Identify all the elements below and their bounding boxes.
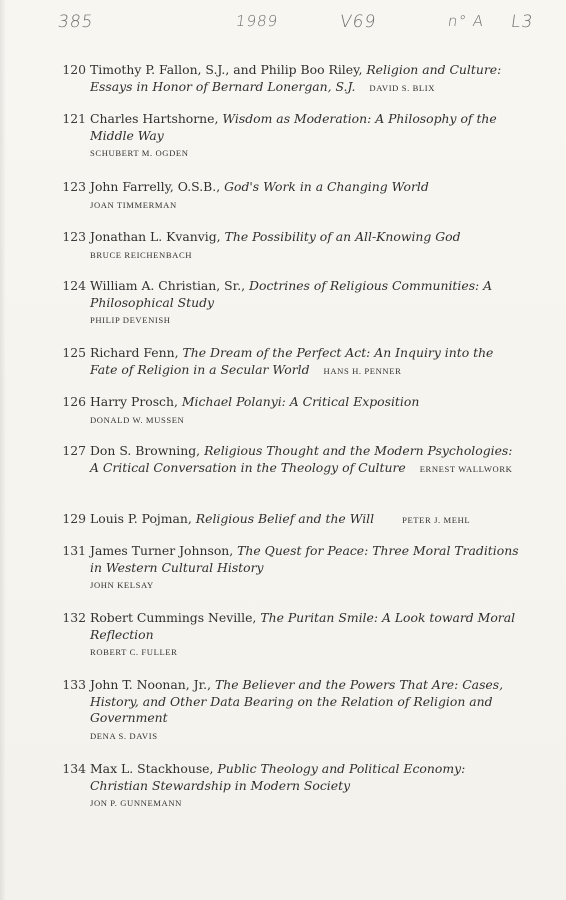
entry-text (90, 761, 524, 812)
entry-text (90, 677, 524, 744)
entry-reviewer: BRUCE REICHENBACH (90, 249, 193, 260)
entry-author: Max L. Stackhouse, (90, 761, 214, 776)
entry-author: Harry Prosch, (90, 394, 178, 409)
page-edge-shadow (0, 0, 6, 900)
page-number: 121 (62, 111, 86, 126)
entry-title: The Believer and the Powers That Are: Cases, History, and Other Data Bearing on the Relation of Religion and Government (90, 677, 504, 725)
page-number: 125 (62, 345, 86, 360)
entry-author: Jonathan L. Kvanvig, (90, 229, 221, 244)
entry-reviewer: JOAN TIMMERMAN (90, 199, 177, 210)
handwritten-note: 1989 (234, 12, 280, 30)
entry-text (90, 511, 524, 529)
page-number: 131 (62, 543, 86, 558)
entry-author: Robert Cummings Neville, (90, 610, 257, 625)
entry-title: God's Work in a Changing World (224, 179, 429, 194)
page-number: 124 (62, 278, 86, 293)
entry-reviewer: ERNEST WALLWORK (419, 463, 513, 474)
handwritten-note: V69 (338, 12, 378, 32)
entry-author: Timothy P. Fallon, S.J., and Philip Boo Riley, (90, 62, 363, 77)
page-number: 123 (62, 179, 86, 194)
entry-text (90, 610, 524, 661)
entry-reviewer: PETER J. MEHL (402, 515, 471, 525)
page-number: 133 (62, 677, 86, 692)
page-number: 127 (62, 443, 86, 458)
page-number: 120 (62, 62, 86, 77)
entry-reviewer: DENA S. DAVIS (90, 730, 158, 741)
entry-reviewer: DONALD W. MUSSEN (90, 414, 185, 425)
entry-author: William A. Christian, Sr., (90, 278, 246, 293)
page-number: 126 (62, 394, 86, 409)
entry-title: The Puritan Smile: A Look toward Moral Reflection (90, 610, 516, 642)
entry-title: Religious Belief and the Will (195, 511, 375, 526)
entry-title: Public Theology and Political Economy: Christian Stewardship in Modern Society (90, 761, 466, 793)
entry-reviewer: DAVID S. BLIX (369, 82, 436, 93)
entry-author: Charles Hartshorne, (90, 111, 219, 126)
handwritten-note: L3 (509, 12, 535, 32)
entry-reviewer: JOHN KELSAY (90, 580, 154, 590)
handwritten-note: n° A (446, 12, 486, 30)
entry-author: Don S. Browning, (90, 443, 201, 458)
entry-title: Religion and Culture: Essays in Honor of Bernard Lonergan, S.J. (90, 62, 502, 94)
page-number: 134 (62, 761, 86, 776)
entry-title: The Possibility of an All-Knowing God (224, 229, 461, 244)
entry-reviewer: JON P. GUNNEMANN (90, 798, 182, 808)
entry-title: The Dream of the Perfect Act: An Inquiry into the Fate of Religion in a Secular World (90, 345, 494, 377)
entry-title: Religious Thought and the Modern Psychologies: A Critical Conversation in the Theology of Culture (90, 443, 513, 475)
page-number: 132 (62, 610, 86, 625)
entry-text (90, 179, 524, 213)
handwritten-notes (0, 12, 566, 42)
entry-author: John T. Noonan, Jr., (90, 677, 212, 692)
entry-author: Richard Fenn, (90, 345, 179, 360)
entry-reviewer: PHILIP DEVENISH (90, 315, 171, 325)
entry-text (90, 394, 524, 428)
entry-text (90, 345, 524, 379)
entry-author: James Turner Johnson, (90, 543, 234, 558)
entry-title: The Quest for Peace: Three Moral Traditions in Western Cultural History (90, 543, 519, 575)
handwritten-note: 385 (56, 12, 95, 32)
entry-author: John Farrelly, O.S.B., (90, 179, 221, 194)
entry-author: Louis P. Pojman, (90, 511, 192, 526)
entry-text (90, 543, 524, 594)
entry-text (90, 111, 524, 162)
entry-reviewer: ROBERT C. FULLER (90, 647, 178, 657)
entry-reviewer: HANS H. PENNER (323, 365, 402, 376)
entry-text (90, 443, 524, 477)
entry-title: Wisdom as Moderation: A Philosophy of the Middle Way (90, 111, 497, 143)
entry-text (90, 278, 524, 329)
entry-title: Michael Polanyi: A Critical Exposition (181, 394, 420, 409)
entry-reviewer: SCHUBERT M. OGDEN (90, 148, 189, 158)
page-number: 129 (62, 511, 86, 526)
entry-text (90, 62, 524, 96)
entry-title: Doctrines of Religious Communities: A Philosophical Study (90, 278, 493, 310)
entry-text (90, 229, 524, 263)
page-number: 123 (62, 229, 86, 244)
